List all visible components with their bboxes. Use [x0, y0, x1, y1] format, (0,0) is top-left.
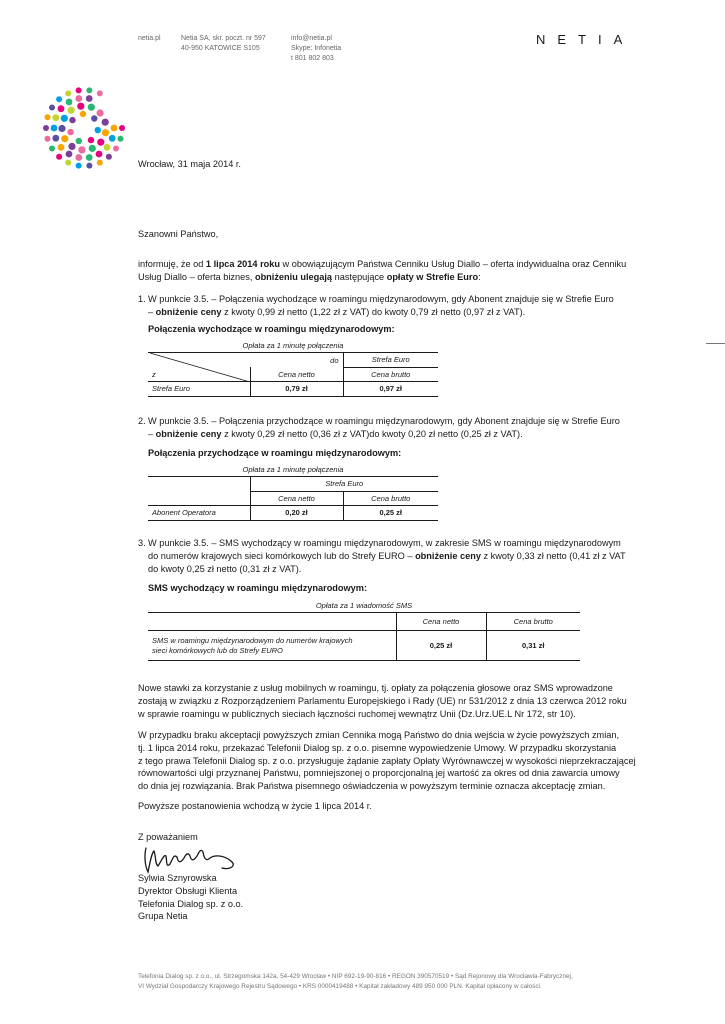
signer-name: Sylwia Sznyrowska	[138, 873, 217, 883]
logo-dot	[56, 154, 62, 160]
logo-dot	[49, 146, 55, 152]
col-gross: Cena brutto	[486, 613, 580, 631]
logo-dot	[68, 143, 75, 150]
logo-dot	[96, 151, 103, 158]
logo-dot	[113, 146, 119, 152]
brand-logo-text: NETIA	[536, 32, 635, 47]
logo-dot	[76, 163, 82, 169]
logo-dot	[65, 160, 71, 166]
z-label: z	[148, 367, 250, 382]
logo-dot	[106, 154, 112, 160]
logo-dot	[66, 151, 73, 158]
list-item: 1. W punkcie 3.5. – Połączenia wychodzące w roamingu międzynarodowym, gdy Abonent znajduje się w Strefie Euro – obniżenie ceny z kwoty 0,99 zł netto (1,22 zł z VAT) do kwoty 0,79 zł netto (0,97 zł z VAT).	[138, 294, 614, 317]
logo-dot	[75, 154, 82, 161]
list-item: 2. W punkcie 3.5. – Połączenia przychodzące w roamingu międzynarodowym, gdy Abonent znajduje się w Strefie Euro – obniżenie ceny z kwoty 0,29 zł netto (0,36 zł z VAT)do kwoty 0,20 zł netto (0,25 zł z VAT).	[138, 416, 620, 439]
logo-dot	[102, 129, 109, 136]
address-line: 40-950 KATOWICE S105	[181, 45, 260, 52]
logo-dot	[86, 87, 92, 93]
address-line: Netia SA, skr. poczt. nr 597	[181, 35, 266, 42]
signer-block	[138, 872, 243, 923]
logo-dot	[86, 95, 93, 102]
fold-mark	[706, 343, 725, 344]
row-label: Abonent Operatora	[148, 506, 250, 521]
paragraph-effective-date: Powyższe postanowienia wchodzą w życie 1 lipca 2014 r.	[138, 801, 372, 811]
logo-dot	[86, 154, 93, 161]
logo-dot	[43, 125, 49, 131]
empty-cell	[148, 613, 396, 631]
logo-dot	[104, 144, 111, 151]
logo-dot	[95, 127, 101, 133]
contact-skype: Skype: Infonetia	[291, 45, 342, 52]
logo-dot	[88, 104, 95, 111]
logo-dot	[76, 138, 82, 144]
col-gross: Cena brutto	[343, 367, 438, 382]
logo-dot	[52, 135, 59, 142]
paragraph-regulation: Nowe stawki za korzystanie z usług mobilnych w roamingu, tj. opłaty za połączenia głosowe oraz SMS wprowadzone zostają w związku z Rozporządzeniem Parlamentu Europejskiego i Rady (UE) nr 531/2012 z dnia 13 czerwca 2012 roku w sprawie roamingu w publicznych sieciach łączności ruchomej wewnątrz Unii (Dz.Urz.UE.L Nr 172, str 10).	[138, 683, 627, 719]
table-caption: Opłata za 1 minutę połączenia	[148, 338, 438, 353]
row-label: SMS w roamingu międzynarodowym do numerów krajowych sieci komórkowych lub do Strefy EURO	[148, 631, 396, 661]
logo-dot	[97, 109, 104, 116]
logo-dot	[61, 135, 68, 142]
rates-table-incoming	[148, 462, 438, 521]
logo-dot	[80, 111, 86, 117]
logo-dot	[109, 135, 116, 142]
logo-dot	[66, 99, 73, 106]
table-title: Połączenia wychodzące w roamingu międzynarodowym:	[148, 324, 395, 334]
logo-dot	[76, 87, 82, 93]
logo-dot	[56, 96, 62, 102]
contact-phone: t 801 802 803	[291, 55, 334, 62]
letter-date: Wrocław, 31 maja 2014 r.	[138, 159, 241, 169]
table-caption: Opłata za 1 wiadomość SMS	[148, 598, 580, 613]
logo-dot	[75, 95, 82, 102]
empty-cell	[148, 477, 250, 506]
rates-table-sms	[148, 598, 580, 661]
logo-dot	[45, 114, 51, 120]
logo-dot	[58, 125, 65, 132]
logo-dot	[97, 160, 103, 166]
greeting: Szanowni Państwo,	[138, 229, 219, 239]
logo-dot	[91, 115, 97, 121]
logo-dot	[102, 119, 109, 126]
col-net: Cena netto	[396, 613, 486, 631]
logo-dot	[69, 117, 75, 123]
footer-line: VI Wydział Gospodarczy Krajowego Rejestru Sądowego • KRS 0000419488 • Kapitał zakładowy 489 950 000 PLN. Kapitał opłacony w całości.	[138, 983, 542, 990]
logo-dot	[97, 90, 103, 96]
logo-dot	[51, 125, 58, 132]
net-price: 0,79 zł	[250, 382, 343, 397]
contact-email: info@netia.pl	[291, 35, 332, 42]
logo-dot	[58, 105, 65, 112]
logo-dot	[78, 146, 85, 153]
logo-dot	[111, 125, 118, 132]
gross-price: 0,97 zł	[343, 382, 438, 397]
row-label: Strefa Euro	[148, 382, 250, 397]
diagonal-line	[148, 353, 343, 382]
logo-dot	[58, 144, 65, 151]
net-price: 0,20 zł	[250, 506, 343, 521]
logo-dot	[65, 90, 71, 96]
handwritten-signature	[140, 842, 250, 876]
signer-title: Dyrektor Obsługi Klienta	[138, 885, 238, 896]
logo-dot	[88, 137, 94, 143]
site-url: netia.pl	[138, 35, 161, 42]
logo-dot	[97, 139, 104, 146]
logo-dot	[68, 107, 75, 114]
zone-header: Strefa Euro	[250, 477, 438, 492]
zone-header: Strefa Euro	[343, 353, 438, 368]
logo-dot	[67, 129, 73, 135]
logo-dot	[86, 163, 92, 169]
net-price: 0,25 zł	[396, 631, 486, 661]
closing: Z poważaniem	[138, 832, 198, 842]
footer-legal	[138, 972, 573, 992]
logo-dot	[77, 103, 84, 110]
logo-dot	[45, 136, 51, 142]
logo-dot	[119, 125, 125, 131]
table-title: SMS wychodzący w roamingu międzynarodowym:	[148, 583, 368, 593]
col-gross: Cena brutto	[343, 491, 438, 506]
gross-price: 0,31 zł	[486, 631, 580, 661]
table-caption: Opłata za 1 minutę połączenia	[148, 462, 438, 477]
logo-dot	[118, 136, 124, 142]
footer-line: Telefonia Dialog sp. z o.o., ul. Strzegomska 142a, 54-429 Wrocław • NIP 692-19-90-816 • REGON 390570519 • Sąd Rejonowy dla Wrocławia-Fabrycznej,	[138, 973, 573, 980]
table-title: Połączenia przychodzące w roamingu międzynarodowym:	[148, 448, 402, 458]
col-net: Cena netto	[250, 491, 343, 506]
list-item: 3. W punkcie 3.5. – SMS wychodzący w roamingu międzynarodowym, w zakresie SMS w roamingu międzynarodowym do numerów krajowych sieci komórkowych lub do Strefy EURO – obniżenie ceny z kwoty 0,33 zł netto (0,41 zł z VAT do kwoty 0,25 zł netto (0,31 zł z VAT).	[138, 538, 626, 574]
col-net: Cena netto	[250, 367, 343, 382]
logo-dot	[49, 105, 55, 111]
logo-dot	[89, 145, 96, 152]
logo-dot	[61, 115, 68, 122]
logo-dot	[52, 114, 59, 121]
signer-company: Telefonia Dialog sp. z o.o.	[138, 898, 244, 909]
do-label: do	[330, 356, 339, 365]
header-site	[138, 34, 161, 44]
header-address	[181, 34, 266, 54]
paragraph-termination: W przypadku braku akceptacji powyższych zmian Cennika mogą Państwo do dnia wejścia w życie powyższych zmian, tj. 1 lipca 2014 roku, przekazać Telefonii Dialog sp. z o.o. pisemne wypowiedzenie Umowy. W przypadku skorzystania z tego prawa Telefonii Dialog sp. z o.o. przysługuje żądanie zapłaty Opłaty Wyrównawczej w wysokości nieprzekraczającej równowartości ulgi przyznanej Państwu, pomniejszonej o proporcjonalną jej wartość za okres od dnia zawarcia umowy do dnia jej rozwiązania. Brak Państwa pisemnego oświadczenia w powyższym terminie oznacza akceptację zmian.	[138, 730, 636, 792]
netia-dots-logo	[42, 86, 134, 178]
signer-group: Grupa Netia	[138, 911, 188, 922]
gross-price: 0,25 zł	[343, 506, 438, 521]
diagonal-header-cell	[148, 353, 343, 368]
rates-table-outgoing	[148, 338, 438, 397]
intro-paragraph: informuję, że od 1 lipca 2014 roku w obowiązującym Państwa Cenniku Usług Diallo – oferta indywidualna oraz Cenniku Usług Diallo – oferta biznes, obniżeniu ulegają następujące opłaty w Strefie Euro:	[138, 259, 627, 282]
header-contact	[291, 34, 341, 64]
